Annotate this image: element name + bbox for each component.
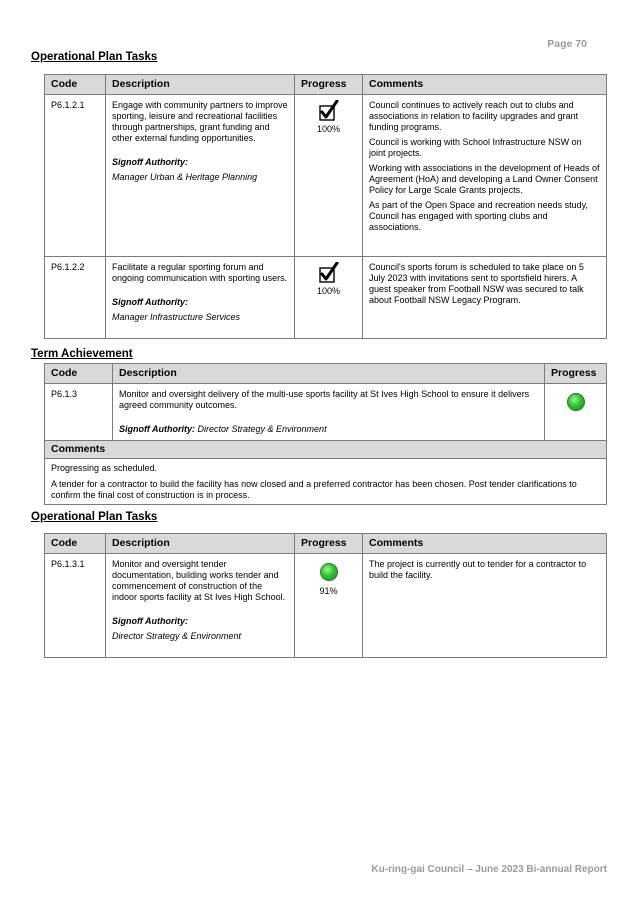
- row-progress: [295, 95, 363, 257]
- table-row: [45, 95, 607, 257]
- comment-paragraph: The project is currently out to tender for a contractor to build the facility.: [369, 559, 587, 580]
- operational-plan-table-1: [44, 74, 607, 339]
- description-text: Monitor and oversight tender documentation, building works tender and commencement of construction of the indoor sports facility at St Ives High School.: [112, 559, 286, 602]
- row-code: P6.1.2.2: [45, 257, 106, 339]
- header-code: Code: [45, 75, 106, 95]
- header-progress: Progress: [295, 75, 363, 95]
- header-description: Description: [113, 364, 545, 384]
- comment-paragraph: Progressing as scheduled.: [51, 463, 158, 473]
- operational-plan-table-2: [44, 533, 607, 658]
- section-title-operational-plan-2: Operational Plan Tasks: [31, 511, 158, 523]
- green-status-icon: [320, 563, 338, 581]
- row-code: P6.1.2.1: [45, 95, 106, 257]
- green-status-icon: [567, 393, 585, 411]
- checkmark-icon: [319, 262, 339, 284]
- progress-percent: 100%: [316, 286, 341, 296]
- section-title-term-achievement: Term Achievement: [31, 348, 133, 360]
- table-row: [45, 554, 607, 658]
- signoff-label: Signoff Authority:: [119, 424, 195, 434]
- header-code: Code: [45, 534, 106, 554]
- signoff-label: Signoff Authority:: [112, 616, 188, 626]
- row-comments: [363, 257, 607, 339]
- row-description: [106, 554, 295, 658]
- signoff-label: Signoff Authority:: [112, 297, 188, 307]
- description-text: Monitor and oversight delivery of the multi-use sports facility at St Ives High School to ensure it delivers agreed community outcomes.: [119, 389, 530, 410]
- row-comments: [363, 554, 607, 658]
- description-text: Facilitate a regular sporting forum and ongoing communication with sporting users.: [112, 262, 288, 283]
- comment-paragraph: Council is working with School Infrastructure NSW on joint projects.: [369, 137, 582, 158]
- header-comments: Comments: [363, 534, 607, 554]
- header-progress: Progress: [545, 364, 607, 384]
- comment-paragraph: A tender for a contractor to build the facility has now closed and a preferred contractor has been chosen. Post tender clarifications to confirm the final cost of construction is in process.: [51, 479, 577, 500]
- signoff-name: Director Strategy & Environment: [197, 424, 327, 434]
- table-header-row: [45, 75, 607, 95]
- comments-header-row: [45, 441, 607, 459]
- term-achievement-table: [44, 363, 607, 505]
- header-comments: Comments: [363, 75, 607, 95]
- table-row: [45, 384, 607, 441]
- signoff-name: Manager Infrastructure Services: [112, 312, 241, 322]
- row-progress: [295, 257, 363, 339]
- row-description: [106, 257, 295, 339]
- comment-paragraph: Working with associations in the development of Heads of Agreement (HoA) and developing a Land Owner Consent Policy for Large Scale Grants projects.: [369, 163, 600, 195]
- row-description: [113, 384, 545, 441]
- section-title-operational-plan-1: Operational Plan Tasks: [31, 51, 158, 63]
- row-progress: [295, 554, 363, 658]
- table-header-row: [45, 534, 607, 554]
- header-description: Description: [106, 75, 295, 95]
- row-progress: [545, 384, 607, 441]
- description-text: Engage with community partners to improve sporting, leisure and recreational facilities through partnerships, grant funding and other external funding opportunities.: [112, 100, 288, 143]
- row-comments: [363, 95, 607, 257]
- comment-paragraph: As part of the Open Space and recreation needs study, Council has engaged with sporting clubs and associations.: [369, 200, 588, 232]
- progress-percent: 91%: [319, 586, 338, 596]
- signoff-name: Manager Urban & Heritage Planning: [112, 172, 258, 182]
- row-description: [106, 95, 295, 257]
- header-progress: Progress: [295, 534, 363, 554]
- header-code: Code: [45, 364, 113, 384]
- comments-row: [45, 459, 607, 505]
- row-code: P6.1.3: [45, 384, 113, 441]
- comments-header: Comments: [45, 441, 607, 459]
- signoff-line: [119, 424, 538, 435]
- progress-percent: 100%: [316, 124, 341, 134]
- table-header-row: [45, 364, 607, 384]
- comment-paragraph: Council continues to actively reach out to clubs and associations in relation to facility upgrades and grant funding programs.: [369, 100, 579, 132]
- comment-paragraph: Council's sports forum is scheduled to take place on 5 July 2023 with invitations sent to sportsfield hirers. A guest speaker from Football NSW was secured to talk about Football NSW Legacy Program.: [369, 262, 584, 305]
- table-row: [45, 257, 607, 339]
- checkmark-icon: [319, 100, 339, 122]
- term-comments: [45, 459, 607, 505]
- header-description: Description: [106, 534, 295, 554]
- signoff-name: Director Strategy & Environment: [112, 631, 242, 641]
- row-code: P6.1.3.1: [45, 554, 106, 658]
- signoff-label: Signoff Authority:: [112, 157, 188, 167]
- page-footer: Ku-ring-gai Council – June 2023 Bi-annual Report: [371, 864, 607, 875]
- page-number: Page 70: [547, 38, 587, 50]
